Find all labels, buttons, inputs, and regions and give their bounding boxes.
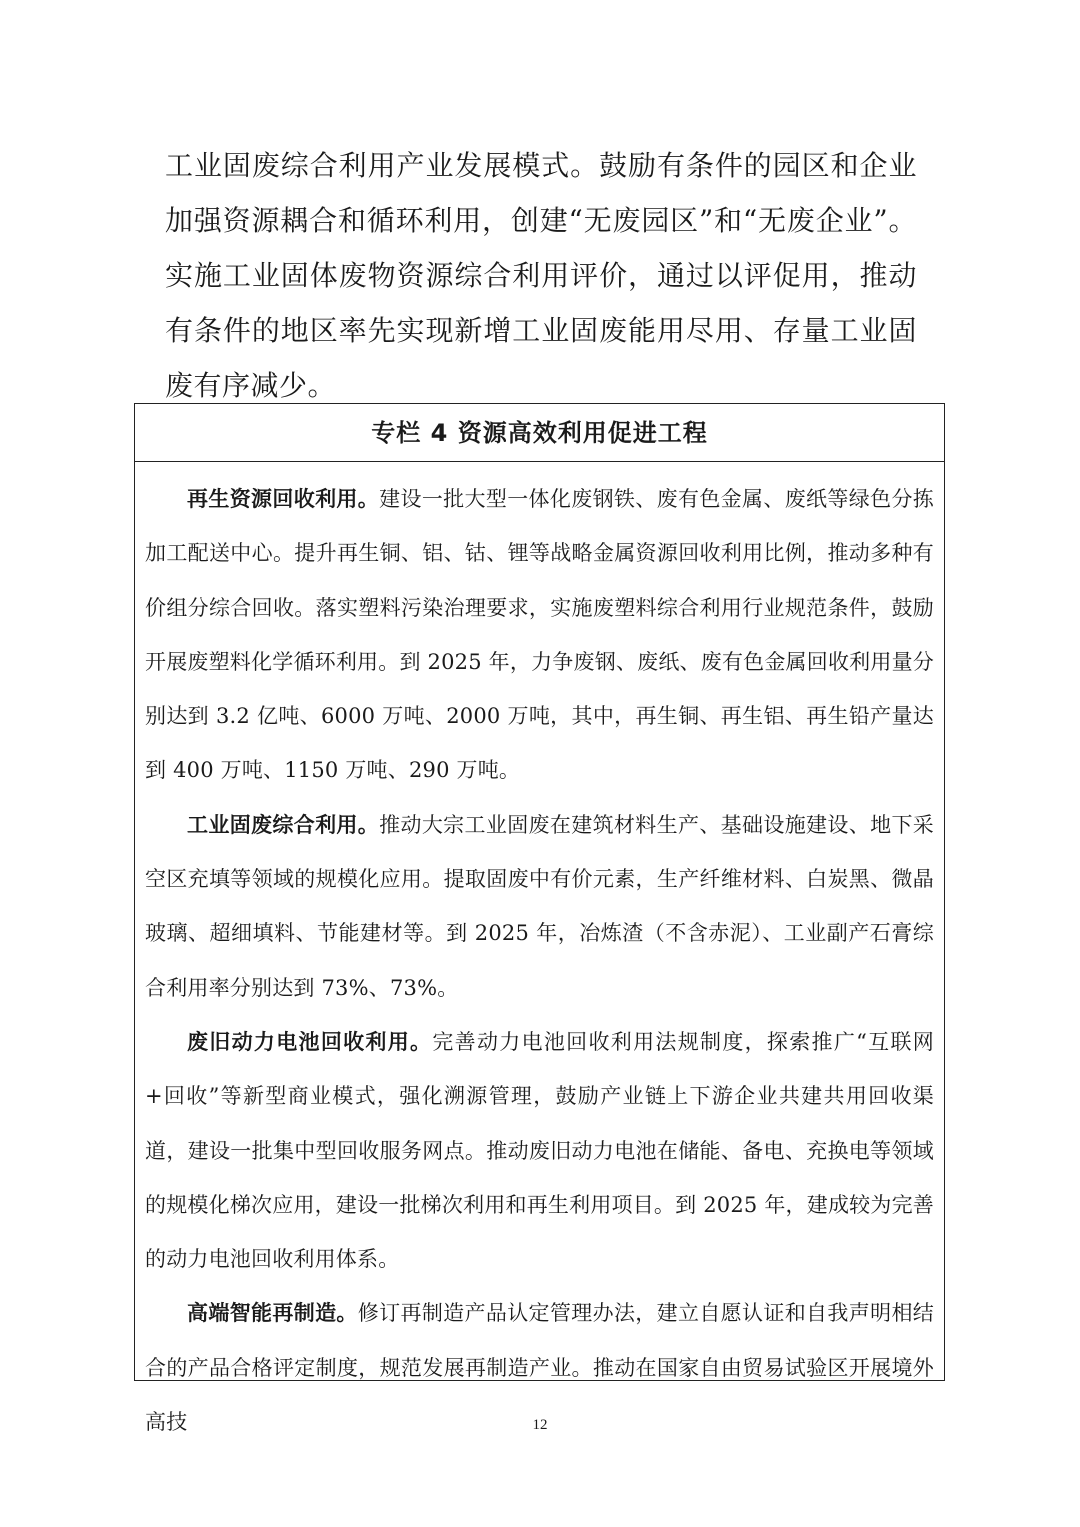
item-battery-recycling (145, 1015, 934, 1286)
item-industrial-solid-waste (145, 798, 934, 1015)
item-heading: 高端智能再制造。 (187, 1301, 358, 1326)
item-recycled-resources (145, 472, 934, 798)
item-heading: 工业固废综合利用。 (187, 812, 380, 837)
item-text: 修订再制造产品认定管理办法，建立自愿认证和自我声明相结合的产品合格评定制度，规范发展再制造产业。推动在国家自由贸易试验区开展境外高技 (145, 1301, 934, 1435)
item-heading: 再生资源回收利用。 (187, 487, 380, 511)
feature-box-body (135, 462, 944, 1449)
item-heading: 废旧动力电池回收利用。 (187, 1029, 433, 1054)
item-text: 完善动力电池回收利用法规制度，探索推广“互联网+回收”等新型商业模式，强化溯源管理，鼓励产业链上下游企业共建共用回收渠道，建设一批集中型回收服务网点。推动废旧动力电池在储能、备电、充换电等领域的规模化梯次应用，建设一批梯次利用和再生利用项目。到 2025 年，建成较为完善的动力电池回收利用体系。 (145, 1029, 934, 1272)
item-text: 推动大宗工业固废在建筑材料生产、基础设施建设、地下采空区充填等领域的规模化应用。提取固废中有价元素，生产纤维材料、白炭黑、微晶玻璃、超细填料、节能建材等。到 2025 年，冶炼渣（不含赤泥）、工业副产石膏综合利用率分别达到 73%、73%。 (145, 812, 934, 1000)
page-number: 12 (532, 1417, 548, 1433)
feature-box-title: 专栏 4 资源高效利用促进工程 (135, 404, 944, 462)
intro-paragraph: 工业固废综合利用产业发展模式。鼓励有条件的园区和企业加强资源耦合和循环利用，创建“无废园区”和“无废企业”。实施工业固体废物资源综合利用评价，通过以评促用，推动有条件的地区率先实现新增工业固废能用尽用、存量工业固废有序减少。 (165, 149, 917, 402)
item-text: 建设一批大型一体化废钢铁、废有色金属、废纸等绿色分拣加工配送中心。提升再生铜、铝、钴、锂等战略金属资源回收利用比例，推动多种有价组分综合回收。落实塑料污染治理要求，实施废塑料综合利用行业规范条件，鼓励开展废塑料化学循环利用。到 2025 年，力争废钢、废纸、废有色金属回收利用量分别达到 3.2 亿吨、6000 万吨、2000 万吨，其中，再生铜、再生铝、再生铅产量达到 400 万吨、1150 万吨、290 万吨。 (145, 487, 934, 783)
